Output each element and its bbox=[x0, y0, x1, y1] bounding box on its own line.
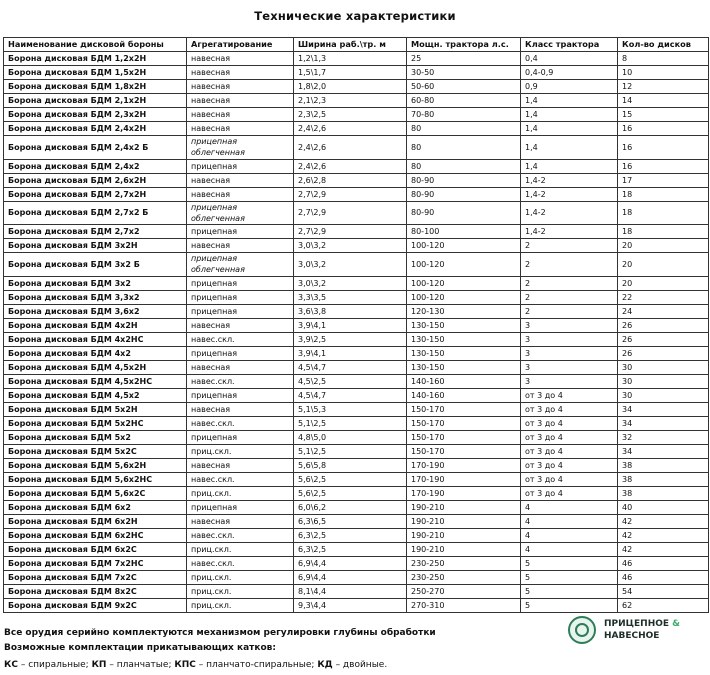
cell-width: 6,3\6,5 bbox=[294, 514, 407, 528]
cell-name: Борона дисковая БДМ 5х2 bbox=[4, 430, 187, 444]
cell-width: 5,1\5,3 bbox=[294, 402, 407, 416]
cell-hitch: прицепная bbox=[187, 225, 294, 239]
cell-discs: 38 bbox=[618, 458, 709, 472]
cell-hitch: приц.скл. bbox=[187, 570, 294, 584]
cell-class: 3 bbox=[521, 374, 618, 388]
cell-discs: 38 bbox=[618, 472, 709, 486]
logo-amp: & bbox=[672, 619, 681, 629]
cell-width: 2,7\2,9 bbox=[294, 201, 407, 225]
cell-discs: 54 bbox=[618, 584, 709, 598]
cell-name: Борона дисковая БДМ 5х2С bbox=[4, 444, 187, 458]
page-title: Технические характеристики bbox=[254, 9, 456, 23]
cell-name: Борона дисковая БДМ 2,7х2 Б bbox=[4, 201, 187, 225]
cell-hitch: прицепная облегченная bbox=[187, 253, 294, 277]
cell-name: Борона дисковая БДМ 5х2НС bbox=[4, 416, 187, 430]
cell-class: 5 bbox=[521, 598, 618, 612]
table-row bbox=[4, 472, 709, 486]
cell-name: Борона дисковая БДМ 6х2Н bbox=[4, 514, 187, 528]
table-row bbox=[4, 486, 709, 500]
legend-text: – спиральные; bbox=[17, 660, 92, 670]
cell-hitch: навесная bbox=[187, 108, 294, 122]
cell-hitch: навес.скл. bbox=[187, 374, 294, 388]
cell-hitch: приц.скл. bbox=[187, 486, 294, 500]
cell-power: 80-90 bbox=[407, 201, 521, 225]
cell-power: 190-210 bbox=[407, 514, 521, 528]
cell-width: 2,4\2,6 bbox=[294, 136, 407, 160]
cell-class: 4 bbox=[521, 514, 618, 528]
cell-name: Борона дисковая БДМ 7х2НС bbox=[4, 556, 187, 570]
cell-power: 230-250 bbox=[407, 556, 521, 570]
cell-hitch: навесная bbox=[187, 402, 294, 416]
legend-code: КП bbox=[91, 660, 107, 670]
cell-name: Борона дисковая БДМ 5,6х2С bbox=[4, 486, 187, 500]
cell-class: 4 bbox=[521, 528, 618, 542]
cell-discs: 42 bbox=[618, 514, 709, 528]
cell-hitch: навесная bbox=[187, 122, 294, 136]
cell-discs: 18 bbox=[618, 225, 709, 239]
table-row bbox=[4, 598, 709, 612]
cell-discs: 26 bbox=[618, 346, 709, 360]
cell-width: 3,0\3,2 bbox=[294, 276, 407, 290]
cell-hitch: навесная bbox=[187, 318, 294, 332]
cell-hitch: приц.скл. bbox=[187, 584, 294, 598]
cell-name: Борона дисковая БДМ 9х2С bbox=[4, 598, 187, 612]
cell-name: Борона дисковая БДМ 2,3х2Н bbox=[4, 108, 187, 122]
brand-logo bbox=[568, 616, 708, 646]
legend-code: КС bbox=[4, 660, 18, 670]
cell-class: от 3 до 4 bbox=[521, 388, 618, 402]
cell-power: 30-50 bbox=[407, 66, 521, 80]
column-header-name: Наименование дисковой бороны bbox=[4, 38, 187, 52]
cell-name: Борона дисковая БДМ 5,6х2Н bbox=[4, 458, 187, 472]
cell-discs: 15 bbox=[618, 108, 709, 122]
cell-discs: 34 bbox=[618, 416, 709, 430]
cell-class: от 3 до 4 bbox=[521, 444, 618, 458]
cell-hitch: прицепная bbox=[187, 500, 294, 514]
cell-class: 3 bbox=[521, 318, 618, 332]
table-row bbox=[4, 253, 709, 277]
legend-code: КПС bbox=[174, 660, 196, 670]
table-row bbox=[4, 80, 709, 94]
cell-hitch: навесная bbox=[187, 173, 294, 187]
cell-width: 4,5\4,7 bbox=[294, 388, 407, 402]
cell-width: 6,3\2,5 bbox=[294, 542, 407, 556]
cell-hitch: прицепная bbox=[187, 346, 294, 360]
cell-class: от 3 до 4 bbox=[521, 472, 618, 486]
cell-power: 80 bbox=[407, 122, 521, 136]
cell-name: Борона дисковая БДМ 2,7х2 bbox=[4, 225, 187, 239]
cell-discs: 42 bbox=[618, 542, 709, 556]
cell-power: 190-210 bbox=[407, 528, 521, 542]
cell-discs: 62 bbox=[618, 598, 709, 612]
table-row bbox=[4, 239, 709, 253]
cell-width: 5,1\2,5 bbox=[294, 444, 407, 458]
table-row bbox=[4, 201, 709, 225]
cell-power: 130-150 bbox=[407, 346, 521, 360]
column-header-width: Ширина раб.\тр. м bbox=[294, 38, 407, 52]
cell-class: 0,9 bbox=[521, 80, 618, 94]
cell-power: 130-150 bbox=[407, 318, 521, 332]
cell-discs: 22 bbox=[618, 290, 709, 304]
table-row bbox=[4, 528, 709, 542]
cell-discs: 30 bbox=[618, 388, 709, 402]
cell-hitch: прицепная bbox=[187, 388, 294, 402]
cell-width: 6,9\4,4 bbox=[294, 570, 407, 584]
cell-name: Борона дисковая БДМ 1,8х2Н bbox=[4, 80, 187, 94]
table-row bbox=[4, 430, 709, 444]
table-row bbox=[4, 187, 709, 201]
cell-discs: 34 bbox=[618, 444, 709, 458]
cell-discs: 40 bbox=[618, 500, 709, 514]
cell-name: Борона дисковая БДМ 4х2НС bbox=[4, 332, 187, 346]
table-row bbox=[4, 136, 709, 160]
cell-name: Борона дисковая БДМ 2,4х2 Б bbox=[4, 136, 187, 160]
cell-hitch: навесная bbox=[187, 458, 294, 472]
cell-power: 130-150 bbox=[407, 332, 521, 346]
cell-power: 130-150 bbox=[407, 360, 521, 374]
cell-name: Борона дисковая БДМ 2,6х2Н bbox=[4, 173, 187, 187]
cell-hitch: навесная bbox=[187, 187, 294, 201]
cell-width: 6,0\6,2 bbox=[294, 500, 407, 514]
table-row bbox=[4, 458, 709, 472]
cell-class: 5 bbox=[521, 570, 618, 584]
cell-hitch: навес.скл. bbox=[187, 556, 294, 570]
cell-width: 3,9\4,1 bbox=[294, 318, 407, 332]
cell-class: 1,4-2 bbox=[521, 187, 618, 201]
cell-power: 230-250 bbox=[407, 570, 521, 584]
cell-discs: 20 bbox=[618, 239, 709, 253]
cell-class: 0,4 bbox=[521, 52, 618, 66]
table-row bbox=[4, 318, 709, 332]
legend-code: КД bbox=[317, 660, 333, 670]
table-row bbox=[4, 346, 709, 360]
cell-discs: 12 bbox=[618, 80, 709, 94]
table-row bbox=[4, 570, 709, 584]
cell-class: 2 bbox=[521, 253, 618, 277]
cell-class: 5 bbox=[521, 556, 618, 570]
cell-class: от 3 до 4 bbox=[521, 402, 618, 416]
cell-name: Борона дисковая БДМ 5х2Н bbox=[4, 402, 187, 416]
table-row bbox=[4, 122, 709, 136]
cell-width: 5,1\2,5 bbox=[294, 416, 407, 430]
cell-hitch: навесная bbox=[187, 52, 294, 66]
column-header-class: Класс трактора bbox=[521, 38, 618, 52]
cell-class: от 3 до 4 bbox=[521, 486, 618, 500]
cell-power: 170-190 bbox=[407, 486, 521, 500]
table-row bbox=[4, 444, 709, 458]
cell-name: Борона дисковая БДМ 2,4х2 bbox=[4, 159, 187, 173]
cell-name: Борона дисковая БДМ 2,1х2Н bbox=[4, 94, 187, 108]
brand-logo-icon bbox=[568, 616, 596, 644]
cell-hitch: навес.скл. bbox=[187, 528, 294, 542]
cell-class: от 3 до 4 bbox=[521, 416, 618, 430]
cell-name: Борона дисковая БДМ 6х2НС bbox=[4, 528, 187, 542]
cell-power: 100-120 bbox=[407, 276, 521, 290]
cell-width: 9,3\4,4 bbox=[294, 598, 407, 612]
cell-discs: 20 bbox=[618, 253, 709, 277]
cell-discs: 17 bbox=[618, 173, 709, 187]
cell-hitch: прицепная bbox=[187, 276, 294, 290]
table-row bbox=[4, 66, 709, 80]
cell-power: 190-210 bbox=[407, 500, 521, 514]
cell-hitch: навесная bbox=[187, 360, 294, 374]
cell-name: Борона дисковая БДМ 1,5х2Н bbox=[4, 66, 187, 80]
cell-name: Борона дисковая БДМ 3х2Н bbox=[4, 239, 187, 253]
cell-discs: 34 bbox=[618, 402, 709, 416]
cell-discs: 46 bbox=[618, 570, 709, 584]
cell-class: от 3 до 4 bbox=[521, 430, 618, 444]
cell-hitch: навес.скл. bbox=[187, 472, 294, 486]
cell-width: 4,8\5,0 bbox=[294, 430, 407, 444]
cell-class: 3 bbox=[521, 346, 618, 360]
cell-name: Борона дисковая БДМ 4х2 bbox=[4, 346, 187, 360]
cell-hitch: навесная bbox=[187, 239, 294, 253]
cell-power: 80-100 bbox=[407, 225, 521, 239]
footer-rollers-legend bbox=[4, 659, 387, 671]
cell-power: 140-160 bbox=[407, 374, 521, 388]
cell-width: 2,3\2,5 bbox=[294, 108, 407, 122]
cell-discs: 16 bbox=[618, 136, 709, 160]
cell-discs: 32 bbox=[618, 430, 709, 444]
table-row bbox=[4, 542, 709, 556]
table-row bbox=[4, 173, 709, 187]
specs-table bbox=[3, 37, 709, 613]
cell-class: 2 bbox=[521, 304, 618, 318]
cell-width: 2,4\2,6 bbox=[294, 159, 407, 173]
table-row bbox=[4, 556, 709, 570]
cell-width: 3,9\2,5 bbox=[294, 332, 407, 346]
table-row bbox=[4, 94, 709, 108]
cell-name: Борона дисковая БДМ 6х2 bbox=[4, 500, 187, 514]
logo-line2: НАВЕСНОЕ bbox=[604, 631, 660, 641]
cell-width: 5,6\2,5 bbox=[294, 472, 407, 486]
table-row bbox=[4, 332, 709, 346]
cell-hitch: прицепная облегченная bbox=[187, 136, 294, 160]
cell-name: Борона дисковая БДМ 4,5х2Н bbox=[4, 360, 187, 374]
table-row bbox=[4, 108, 709, 122]
cell-hitch: приц.скл. bbox=[187, 598, 294, 612]
cell-hitch: навесная bbox=[187, 66, 294, 80]
cell-name: Борона дисковая БДМ 3х2 bbox=[4, 276, 187, 290]
column-header-hitch: Агрегатирование bbox=[187, 38, 294, 52]
cell-power: 140-160 bbox=[407, 388, 521, 402]
cell-name: Борона дисковая БДМ 4,5х2 bbox=[4, 388, 187, 402]
cell-power: 170-190 bbox=[407, 472, 521, 486]
cell-class: 1,4-2 bbox=[521, 225, 618, 239]
cell-class: 5 bbox=[521, 584, 618, 598]
cell-width: 2,7\2,9 bbox=[294, 187, 407, 201]
cell-discs: 38 bbox=[618, 486, 709, 500]
cell-power: 80 bbox=[407, 159, 521, 173]
cell-power: 50-60 bbox=[407, 80, 521, 94]
cell-hitch: навес.скл. bbox=[187, 416, 294, 430]
cell-hitch: приц.скл. bbox=[187, 444, 294, 458]
cell-width: 1,5\1,7 bbox=[294, 66, 407, 80]
cell-discs: 30 bbox=[618, 360, 709, 374]
legend-text: – двойные. bbox=[332, 660, 388, 670]
cell-name: Борона дисковая БДМ 2,4х2Н bbox=[4, 122, 187, 136]
cell-power: 70-80 bbox=[407, 108, 521, 122]
legend-text: – планчато-спиральные; bbox=[195, 660, 318, 670]
cell-power: 270-310 bbox=[407, 598, 521, 612]
cell-hitch: навесная bbox=[187, 514, 294, 528]
cell-discs: 42 bbox=[618, 528, 709, 542]
cell-width: 4,5\2,5 bbox=[294, 374, 407, 388]
cell-width: 2,4\2,6 bbox=[294, 122, 407, 136]
cell-width: 3,0\3,2 bbox=[294, 239, 407, 253]
cell-width: 1,8\2,0 bbox=[294, 80, 407, 94]
table-row bbox=[4, 514, 709, 528]
cell-width: 4,5\4,7 bbox=[294, 360, 407, 374]
cell-width: 3,0\3,2 bbox=[294, 253, 407, 277]
cell-power: 100-120 bbox=[407, 253, 521, 277]
footer-note: Все орудия серийно комплектуются механизмом регулировки глубины обработки bbox=[4, 628, 436, 638]
column-header-discs: Кол-во дисков bbox=[618, 38, 709, 52]
cell-hitch: навес.скл. bbox=[187, 332, 294, 346]
cell-width: 3,9\4,1 bbox=[294, 346, 407, 360]
cell-class: 1,4 bbox=[521, 122, 618, 136]
cell-hitch: прицепная bbox=[187, 430, 294, 444]
table-row bbox=[4, 159, 709, 173]
cell-hitch: приц.скл. bbox=[187, 542, 294, 556]
cell-width: 5,6\5,8 bbox=[294, 458, 407, 472]
table-row bbox=[4, 416, 709, 430]
table-row bbox=[4, 225, 709, 239]
cell-width: 6,3\2,5 bbox=[294, 528, 407, 542]
cell-power: 190-210 bbox=[407, 542, 521, 556]
cell-class: 1,4 bbox=[521, 108, 618, 122]
table-row bbox=[4, 388, 709, 402]
cell-class: 4 bbox=[521, 500, 618, 514]
cell-class: 4 bbox=[521, 542, 618, 556]
cell-discs: 18 bbox=[618, 201, 709, 225]
cell-class: 1,4-2 bbox=[521, 201, 618, 225]
cell-width: 6,9\4,4 bbox=[294, 556, 407, 570]
cell-hitch: прицепная bbox=[187, 159, 294, 173]
cell-class: от 3 до 4 bbox=[521, 458, 618, 472]
cell-class: 2 bbox=[521, 239, 618, 253]
table-header-row bbox=[4, 38, 709, 52]
table-row bbox=[4, 500, 709, 514]
table-row bbox=[4, 52, 709, 66]
cell-power: 100-120 bbox=[407, 290, 521, 304]
cell-power: 150-170 bbox=[407, 402, 521, 416]
cell-power: 120-130 bbox=[407, 304, 521, 318]
cell-power: 170-190 bbox=[407, 458, 521, 472]
cell-discs: 16 bbox=[618, 159, 709, 173]
cell-width: 3,6\3,8 bbox=[294, 304, 407, 318]
cell-width: 8,1\4,4 bbox=[294, 584, 407, 598]
cell-hitch: прицепная облегченная bbox=[187, 201, 294, 225]
cell-class: 1,4 bbox=[521, 136, 618, 160]
logo-line1: ПРИЦЕПНОЕ bbox=[604, 619, 670, 629]
table-row bbox=[4, 290, 709, 304]
cell-hitch: навесная bbox=[187, 94, 294, 108]
cell-power: 150-170 bbox=[407, 444, 521, 458]
cell-power: 80 bbox=[407, 136, 521, 160]
cell-discs: 14 bbox=[618, 94, 709, 108]
cell-discs: 26 bbox=[618, 332, 709, 346]
cell-discs: 46 bbox=[618, 556, 709, 570]
cell-discs: 16 bbox=[618, 122, 709, 136]
cell-class: 2 bbox=[521, 290, 618, 304]
cell-class: 3 bbox=[521, 360, 618, 374]
cell-name: Борона дисковая БДМ 7х2С bbox=[4, 570, 187, 584]
cell-name: Борона дисковая БДМ 4,5х2НС bbox=[4, 374, 187, 388]
cell-name: Борона дисковая БДМ 4х2Н bbox=[4, 318, 187, 332]
cell-name: Борона дисковая БДМ 8х2С bbox=[4, 584, 187, 598]
footer-rollers-heading: Возможные комплектации прикатывающих катков: bbox=[4, 643, 276, 653]
table-row bbox=[4, 304, 709, 318]
cell-class: 1,4-2 bbox=[521, 173, 618, 187]
cell-class: 3 bbox=[521, 332, 618, 346]
cell-hitch: прицепная bbox=[187, 304, 294, 318]
cell-discs: 10 bbox=[618, 66, 709, 80]
cell-discs: 8 bbox=[618, 52, 709, 66]
cell-name: Борона дисковая БДМ 1,2х2Н bbox=[4, 52, 187, 66]
cell-class: 2 bbox=[521, 276, 618, 290]
cell-discs: 18 bbox=[618, 187, 709, 201]
cell-name: Борона дисковая БДМ 2,7х2Н bbox=[4, 187, 187, 201]
column-header-power: Мощн. трактора л.с. bbox=[407, 38, 521, 52]
cell-hitch: прицепная bbox=[187, 290, 294, 304]
cell-width: 3,3\3,5 bbox=[294, 290, 407, 304]
cell-power: 60-80 bbox=[407, 94, 521, 108]
cell-power: 250-270 bbox=[407, 584, 521, 598]
cell-name: Борона дисковая БДМ 6х2С bbox=[4, 542, 187, 556]
table-row bbox=[4, 360, 709, 374]
cell-discs: 24 bbox=[618, 304, 709, 318]
legend-text: – планчатые; bbox=[106, 660, 175, 670]
cell-class: 1,4 bbox=[521, 94, 618, 108]
table-row bbox=[4, 276, 709, 290]
cell-name: Борона дисковая БДМ 3,3х2 bbox=[4, 290, 187, 304]
cell-power: 150-170 bbox=[407, 430, 521, 444]
table-row bbox=[4, 402, 709, 416]
cell-discs: 26 bbox=[618, 318, 709, 332]
cell-width: 2,1\2,3 bbox=[294, 94, 407, 108]
cell-name: Борона дисковая БДМ 5,6х2НС bbox=[4, 472, 187, 486]
table-row bbox=[4, 374, 709, 388]
cell-width: 1,2\1,3 bbox=[294, 52, 407, 66]
cell-name: Борона дисковая БДМ 3х2 Б bbox=[4, 253, 187, 277]
cell-hitch: навесная bbox=[187, 80, 294, 94]
cell-name: Борона дисковая БДМ 3,6х2 bbox=[4, 304, 187, 318]
cell-power: 100-120 bbox=[407, 239, 521, 253]
cell-power: 80-90 bbox=[407, 187, 521, 201]
table-row bbox=[4, 584, 709, 598]
cell-class: 0,4-0,9 bbox=[521, 66, 618, 80]
cell-width: 2,6\2,8 bbox=[294, 173, 407, 187]
cell-class: 1,4 bbox=[521, 159, 618, 173]
cell-width: 2,7\2,9 bbox=[294, 225, 407, 239]
cell-power: 150-170 bbox=[407, 416, 521, 430]
cell-discs: 20 bbox=[618, 276, 709, 290]
cell-power: 80-90 bbox=[407, 173, 521, 187]
cell-power: 25 bbox=[407, 52, 521, 66]
cell-width: 5,6\2,5 bbox=[294, 486, 407, 500]
cell-discs: 30 bbox=[618, 374, 709, 388]
